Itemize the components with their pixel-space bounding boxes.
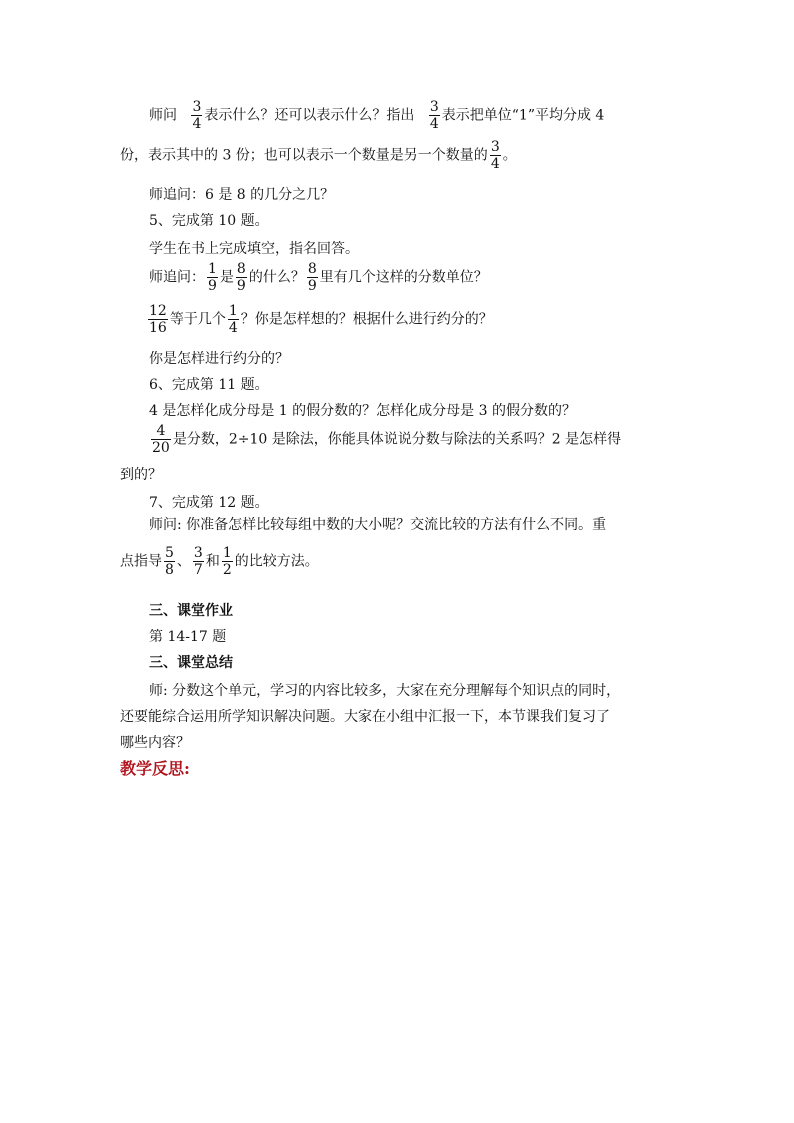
fraction-denominator: 20	[152, 440, 170, 456]
fraction-numerator: 1	[208, 261, 217, 277]
fraction-4-20	[151, 424, 171, 455]
fraction-1-9	[207, 262, 218, 293]
paragraph-line-10: 4 是怎样化成分母是 1 的假分数的？怎样化成分母是 3 的假分数的？	[149, 403, 576, 419]
fraction-denominator: 4	[192, 116, 202, 132]
text-span: 是分数，2÷10 是除法，你能具体说说分数与除法的关系吗？2 是怎样得	[172, 431, 622, 448]
fraction-numerator: 4	[151, 424, 171, 440]
paragraph-line-16: 第 14-17 题	[149, 629, 227, 645]
text-span: 和	[205, 553, 220, 570]
fraction-5-8	[164, 546, 175, 577]
fraction-denominator: 9	[208, 278, 217, 294]
fraction-1-2	[222, 546, 233, 577]
paragraph-line-5: 学生在书上完成填空，指名回答。	[149, 241, 359, 257]
fraction-numerator: 1	[228, 303, 238, 319]
text-span: 里有几个这样的分数单位？	[319, 269, 488, 286]
text-span: 师追问：	[149, 269, 205, 286]
paragraph-line-19: 哪些内容？	[120, 735, 190, 751]
fraction-numerator: 1	[222, 545, 232, 561]
paragraph-line-15	[120, 546, 319, 577]
fraction-denominator: 4	[429, 116, 439, 132]
fraction-denominator: 9	[307, 278, 317, 294]
paragraph-line-1	[149, 100, 604, 131]
teaching-reflection-heading: 教学反思:	[120, 759, 190, 778]
text-span: 表示把单位“1”平均分成 4	[441, 107, 605, 124]
section-heading-homework: 三、课堂作业	[149, 603, 233, 619]
fraction-3-4	[490, 140, 501, 171]
fraction-3-7	[193, 546, 204, 577]
paragraph-line-8: 你是怎样进行约分的？	[149, 351, 289, 367]
text-span: 、	[176, 553, 191, 570]
fraction-numerator: 8	[307, 261, 317, 277]
text-span: 份，表示其中的 3 份；也可以表示一个数量是另一个数量的	[120, 147, 488, 164]
fraction-denominator: 4	[228, 320, 238, 336]
text-span: 。	[502, 147, 517, 164]
fraction-denominator: 9	[236, 278, 246, 294]
paragraph-line-6	[149, 262, 488, 293]
fraction-1-4	[228, 304, 239, 335]
paragraph-line-4: 5、完成第 10 题。	[149, 213, 269, 229]
text-span: 点指导	[120, 553, 162, 570]
fraction-8-9	[307, 262, 318, 293]
fraction-3-4	[429, 100, 440, 131]
fraction-denominator: 8	[165, 562, 174, 578]
fraction-numerator: 3	[429, 99, 439, 115]
fraction-8-9	[236, 262, 247, 293]
text-span: 是	[219, 269, 234, 286]
fraction-numerator: 8	[236, 261, 246, 277]
paragraph-line-18: 还要能综合运用所学知识解决问题。大家在小组中汇报一下，本节课我们复习了	[120, 709, 610, 725]
text-span: 等于几个	[169, 311, 226, 328]
paragraph-line-17: 师: 分数这个单元，学习的内容比较多，大家在充分理解每个知识点的同时，	[149, 683, 621, 699]
fraction-denominator: 16	[149, 320, 167, 336]
fraction-12-16	[148, 304, 168, 335]
paragraph-line-13: 7、完成第 12 题。	[149, 495, 269, 511]
fraction-3-4	[191, 100, 202, 131]
fraction-numerator: 3	[192, 99, 202, 115]
fraction-denominator: 4	[490, 156, 500, 172]
section-heading-summary: 三、课堂总结	[149, 655, 233, 671]
paragraph-line-9: 6、完成第 11 题。	[149, 377, 269, 393]
paragraph-line-7	[146, 304, 493, 335]
fraction-denominator: 2	[222, 562, 232, 578]
text-span: 表示什么？还可以表示什么？指出	[204, 107, 415, 124]
text-span: 的什么？	[248, 269, 305, 286]
paragraph-line-11	[149, 424, 621, 455]
text-span: 师问	[149, 107, 177, 124]
fraction-numerator: 12	[149, 303, 167, 319]
paragraph-line-12: 到的？	[120, 467, 162, 483]
fraction-numerator: 5	[165, 545, 174, 561]
paragraph-line-14: 师问: 你准备怎样比较每组中数的大小呢？交流比较的方法有什么不同。重	[149, 517, 607, 533]
fraction-denominator: 7	[193, 562, 203, 578]
text-span: ？你是怎样想的？根据什么进行约分的？	[240, 311, 493, 328]
fraction-numerator: 3	[193, 545, 203, 561]
text-span: 的比较方法。	[234, 553, 319, 570]
paragraph-line-2	[120, 140, 517, 171]
fraction-numerator: 3	[490, 139, 500, 155]
paragraph-line-3: 师追问：6 是 8 的几分之几？	[149, 187, 335, 203]
